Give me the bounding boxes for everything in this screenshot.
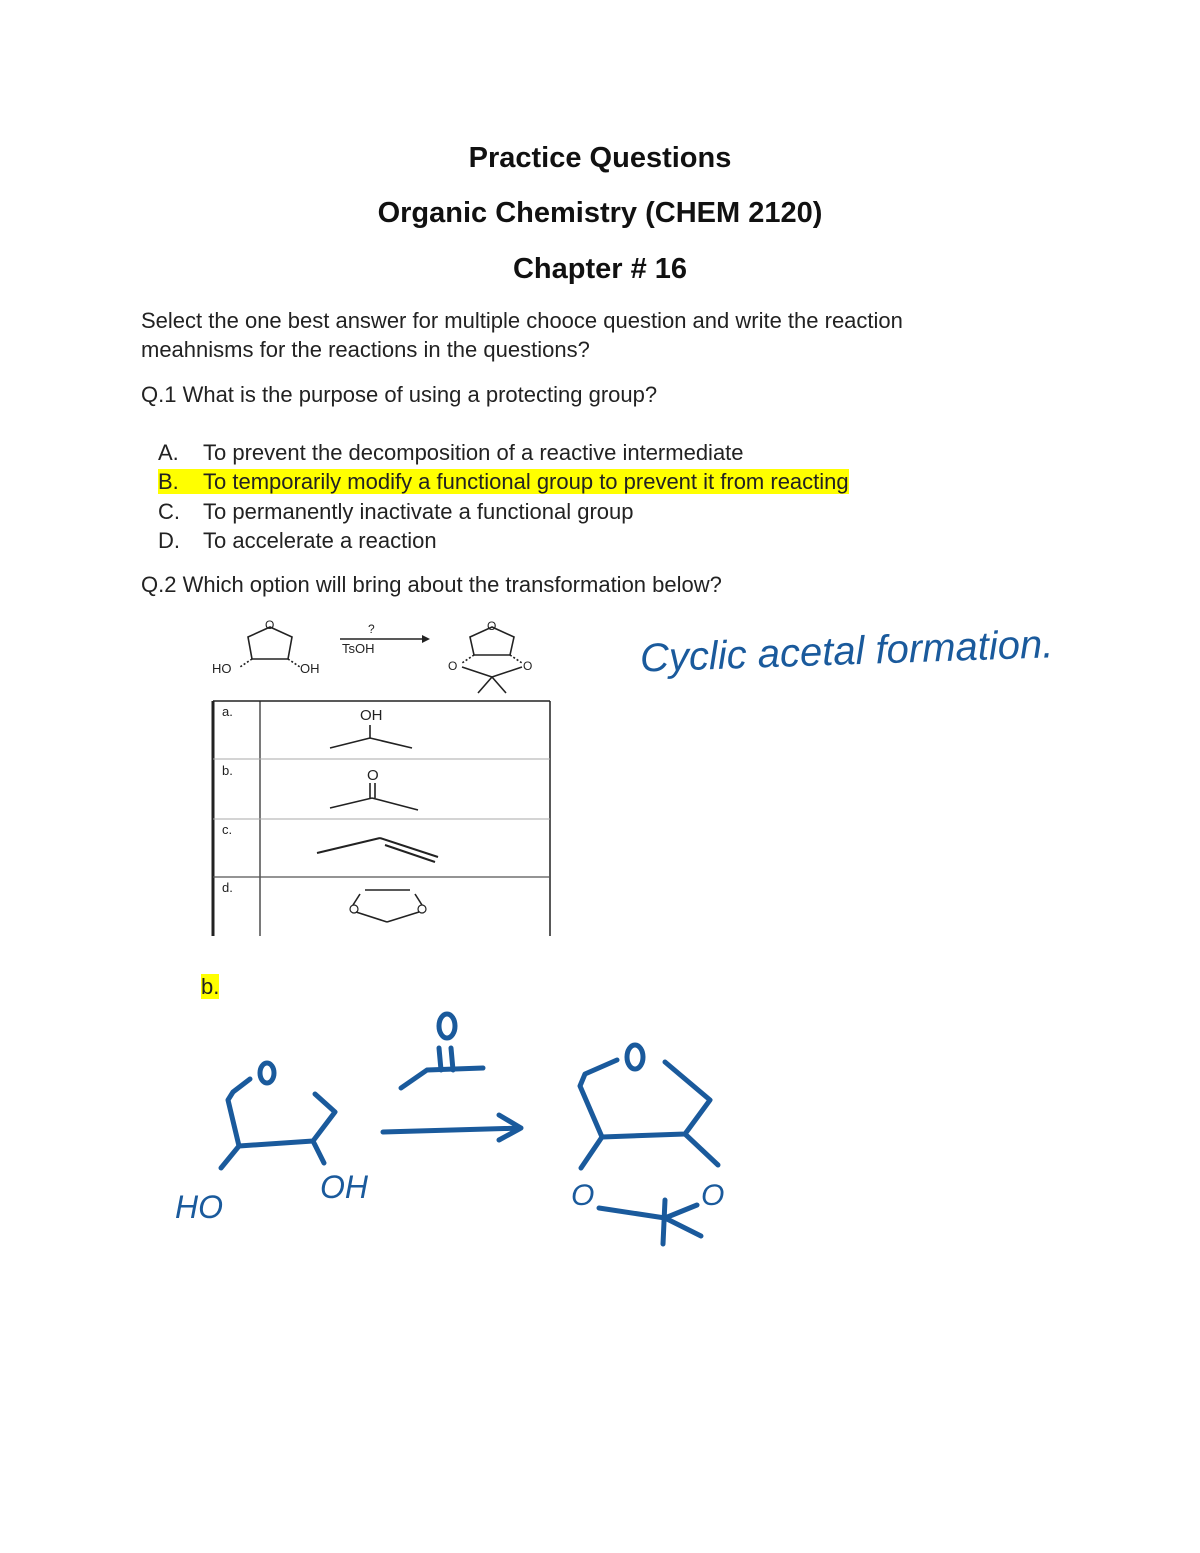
q2-question: Q.2 Which option will bring about the transformation below?	[141, 572, 722, 597]
instructions-line-1: Select the one best answer for multiple chooce question and write the reaction	[141, 308, 903, 333]
hand-product-o-left: O	[571, 1179, 595, 1212]
answer-label-text: b.	[201, 974, 220, 999]
reagent-top: ?	[368, 622, 375, 636]
table-row-a-label: a.	[222, 704, 233, 719]
reagent-bottom: TsOH	[342, 641, 375, 656]
structure-propene	[317, 838, 438, 862]
reaction-scheme	[200, 615, 560, 705]
hand-arrow	[383, 1115, 521, 1140]
q1-option-b	[158, 467, 849, 496]
acetonide-ring-o: O	[487, 619, 497, 633]
q1-option-c-letter: C.	[158, 499, 180, 524]
hand-product	[571, 1045, 724, 1244]
diol-structure	[212, 618, 320, 676]
hand-diol	[175, 1063, 369, 1225]
handwritten-mechanism	[165, 1000, 745, 1260]
q1-option-a-text: To prevent the decomposition of a reactive intermediate	[203, 440, 744, 465]
acetonide-o-left: O	[448, 659, 458, 673]
q1-option-d	[158, 526, 437, 555]
instructions	[141, 306, 903, 364]
q1-option-b-letter: B.	[158, 469, 179, 494]
structure-dioxolane	[350, 890, 426, 922]
table-row-c-label: c.	[222, 822, 233, 837]
q1-option-c	[158, 497, 633, 526]
structure-a-oh: OH	[360, 707, 383, 724]
structure-b-o: O	[367, 767, 379, 784]
q1-question: Q.1 What is the purpose of using a protecting group?	[141, 382, 658, 407]
hand-product-o-right: O	[701, 1179, 725, 1212]
acetonide-structure	[448, 619, 532, 693]
table-row-b-label: b.	[222, 763, 233, 778]
hand-oh: OH	[320, 1169, 368, 1205]
instructions-line-2: meahnisms for the reactions in the questions?	[141, 337, 590, 362]
reaction-arrow	[340, 622, 430, 656]
handwritten-note	[630, 605, 1120, 695]
diol-ho-label: HO	[212, 661, 232, 676]
page-title: Practice Questions	[468, 142, 732, 174]
acetonide-o-right: O	[523, 659, 533, 673]
structure-acetone	[330, 767, 418, 810]
q1-option-a-letter: A.	[158, 440, 179, 465]
structure-isopropanol	[330, 707, 412, 748]
options-table	[210, 700, 555, 936]
course-title: Organic Chemistry (CHEM 2120)	[377, 197, 823, 229]
handwritten-note-text: Cyclic acetal formation.	[639, 622, 1055, 681]
hand-ho: HO	[175, 1189, 223, 1225]
hand-acetone	[401, 1014, 483, 1088]
q1-option-c-text: To permanently inactivate a functional group	[203, 499, 634, 524]
q1-option-b-text: To temporarily modify a functional group to prevent it from reacting	[203, 469, 849, 494]
q1-option-d-text: To accelerate a reaction	[203, 528, 437, 553]
diol-ring-o: O	[265, 618, 275, 632]
q1-option-a	[158, 438, 744, 467]
answer-label	[201, 972, 219, 1001]
table-row-d-label: d.	[222, 880, 233, 895]
diol-oh-label: OH	[300, 661, 320, 676]
chapter-title: Chapter # 16	[512, 253, 688, 285]
q1-option-d-letter: D.	[158, 528, 180, 553]
